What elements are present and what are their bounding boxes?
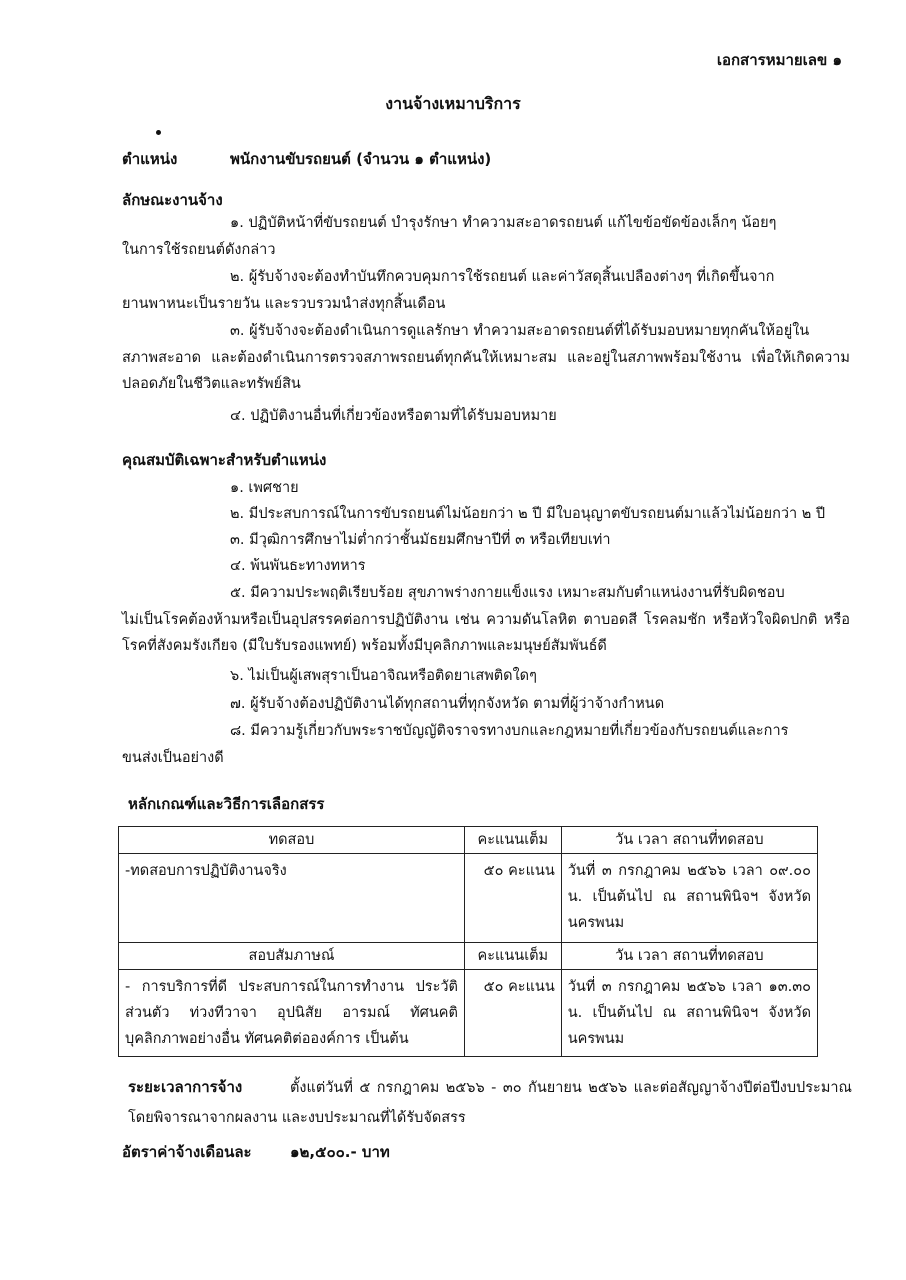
- job-item-4: ๔. ปฏิบัติงานอื่นที่เกี่ยวข้องหรือตามที่ได้รับมอบหมาย: [230, 408, 557, 424]
- qualification-item-7: ๗. ผู้รับจ้างต้องปฏิบัติงานได้ทุกสถานที่ทุกจังหวัด ตามที่ผู้ว่าจ้างกำหนด: [230, 696, 665, 712]
- qualifications-heading: คุณสมบัติเฉพาะสำหรับตำแหน่ง: [122, 451, 327, 469]
- cell-schedule: วันที่ ๓ กรกฎาคม ๒๕๖๖ เวลา ๑๓.๓๐ น. เป็นต้นไป ณ สถานพินิจฯ จังหวัดนครพนม: [561, 970, 817, 1057]
- qualification-item-5-rest: ไม่เป็นโรคต้องห้ามหรือเป็นอุปสรรคต่อการปฏิบัติงาน เช่น ความดันโลหิต ตาบอดสี โรคลมชัก หรือหัวใจผิดปกติ หรือโรคที่สังคมรังเกียจ (มีใบรับรองแพทย์) พร้อมทั้งมีบุคลิกภาพและมนุษย์สัมพันธ์ดี: [122, 611, 850, 654]
- document-title: งานจ้างเหมาบริการ: [385, 94, 521, 113]
- job-item-2-rest: ยานพาหนะเป็นรายวัน และรวบรวมนำส่งทุกสิ้นเดือน: [122, 295, 446, 312]
- job-item-2: [122, 264, 850, 317]
- employment-period: [128, 1072, 852, 1133]
- cell-score: ๕๐ คะแนน: [464, 970, 561, 1057]
- job-item-1-rest: ในการใช้รถยนต์ดังกล่าว: [122, 241, 276, 258]
- header-schedule: วัน เวลา สถานที่ทดสอบ: [561, 827, 817, 854]
- header-schedule: วัน เวลา สถานที่ทดสอบ: [561, 943, 817, 970]
- job-item-2-first: ๒. ผู้รับจ้างจะต้องทำบันทึกควบคุมการใช้รถยนต์ และค่าวัสดุสิ้นเปลืองต่างๆ ที่เกิดขึ้นจาก: [230, 269, 775, 285]
- qualification-item-1: ๑. เพศชาย: [230, 480, 299, 496]
- employment-period-label: ระยะเวลาการจ้าง: [128, 1078, 243, 1096]
- qualification-item-5: [122, 580, 850, 660]
- qualification-item-8-rest: ขนส่งเป็นอย่างดี: [122, 749, 224, 766]
- table-row: [119, 854, 818, 943]
- qualification-item-3: ๓. มีวุฒิการศึกษาไม่ต่ำกว่าชั้นมัธยมศึกษาปีที่ ๓ หรือเทียบเท่า: [230, 532, 611, 548]
- header-method: ทดสอบ: [119, 827, 465, 854]
- qualification-item-2: ๒. มีประสบการณ์ในการขับรถยนต์ไม่น้อยกว่า ๒ ปี มีใบอนุญาตขับรถยนต์มาแล้วไม่น้อยกว่า ๒ ปี: [230, 506, 826, 522]
- ink-dot: [156, 130, 161, 135]
- job-item-1: [122, 210, 850, 263]
- header-score: คะแนนเต็ม: [464, 943, 561, 970]
- position-label: ตำแหน่ง: [122, 150, 178, 168]
- cell-method: -ทดสอบการปฏิบัติงานจริง: [119, 854, 465, 943]
- cell-method: - การบริการที่ดี ประสบการณ์ในการทำงาน ประวัติส่วนตัว ท่วงทีวาจา อุปนิสัย อารมณ์ ทัศนคติ บุคลิกภาพอย่างอื่น ทัศนคติต่อองค์การ เป็นต้น: [119, 970, 465, 1057]
- header-method: สอบสัมภาษณ์: [119, 943, 465, 970]
- table-header-row: [119, 827, 818, 854]
- qualification-item-6: ๖. ไม่เป็นผู้เสพสุราเป็นอาจิณหรือติดยาเสพติดใดๆ: [230, 668, 537, 684]
- table-header-row: [119, 943, 818, 970]
- qualification-item-8: [122, 718, 850, 771]
- selection-table: [118, 826, 818, 1057]
- job-description-heading: ลักษณะงานจ้าง: [122, 191, 223, 209]
- salary-label: อัตราค่าจ้างเดือนละ: [122, 1143, 252, 1161]
- document-number: เอกสารหมายเลข ๑: [716, 51, 842, 69]
- selection-heading: หลักเกณฑ์และวิธีการเลือกสรร: [128, 795, 325, 813]
- employment-period-text: ตั้งแต่วันที่ ๕ กรกฎาคม ๒๕๖๖ - ๓๐ กันยายน ๒๕๖๖ และต่อสัญญาจ้างปีต่อปีงบประมาณ โดยพิจารณาจากผลงาน และงบประมาณที่ได้รับจัดสรร: [128, 1080, 852, 1126]
- cell-score: ๕๐ คะแนน: [464, 854, 561, 943]
- job-item-3-rest: สภาพสะอาด และต้องดำเนินการตรวจสภาพรถยนต์ทุกคันให้เหมาะสม และอยู่ในสภาพพร้อมใช้งาน เพื่อให้เกิดความปลอดภัยในชีวิตและทรัพย์สิน: [122, 349, 850, 392]
- header-score: คะแนนเต็ม: [464, 827, 561, 854]
- job-item-3-first: ๓. ผู้รับจ้างจะต้องดำเนินการดูแลรักษา ทำความสะอาดรถยนต์ที่ได้รับมอบหมายทุกคันให้อยู่ใน: [230, 323, 810, 339]
- position-value: พนักงานขับรถยนต์ (จำนวน ๑ ตำแหน่ง): [230, 150, 492, 168]
- qualification-item-4: ๔. พ้นพันธะทางทหาร: [230, 558, 366, 574]
- cell-schedule: วันที่ ๓ กรกฎาคม ๒๕๖๖ เวลา ๐๙.๐๐ น. เป็นต้นไป ณ สถานพินิจฯ จังหวัดนครพนม: [561, 854, 817, 943]
- table-row: [119, 970, 818, 1057]
- salary-value: ๑๒,๕๐๐.- บาท: [290, 1143, 390, 1161]
- qualification-item-5-first: ๕. มีความประพฤติเรียบร้อย สุขภาพร่างกายแข็งแรง เหมาะสมกับตำแหน่งงานที่รับผิดชอบ: [230, 585, 785, 601]
- job-item-3: [122, 318, 850, 398]
- qualification-item-8-first: ๘. มีความรู้เกี่ยวกับพระราชบัญญัติจราจรทางบกและกฎหมายที่เกี่ยวข้องกับรถยนต์และการ: [230, 723, 789, 739]
- job-item-1-first: ๑. ปฏิบัติหน้าที่ขับรถยนต์ บำรุงรักษา ทำความสะอาดรถยนต์ แก้ไขข้อขัดข้องเล็กๆ น้อยๆ: [230, 215, 777, 231]
